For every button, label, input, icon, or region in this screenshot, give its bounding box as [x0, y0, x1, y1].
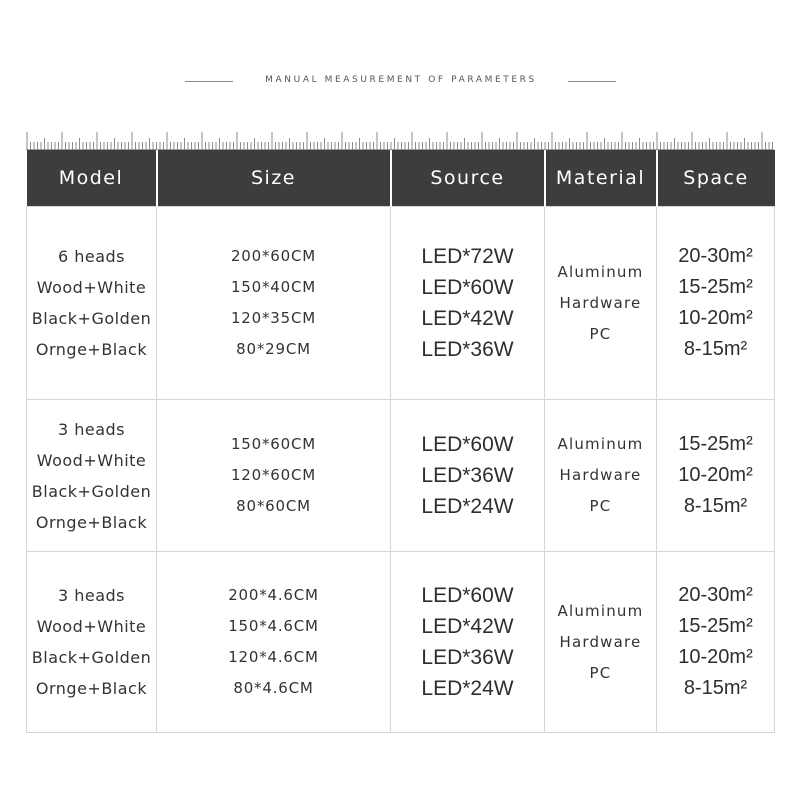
source-line: LED*72W — [421, 245, 514, 268]
material-line: Hardware — [559, 632, 642, 651]
model-line: Wood+White — [36, 450, 147, 470]
size-line: 120*35CM — [230, 309, 317, 327]
size-line: 200*4.6CM — [228, 586, 319, 604]
table-header-row — [27, 150, 775, 207]
column-header-model: Model — [27, 150, 157, 207]
source-line: LED*36W — [421, 464, 514, 487]
size-line: 150*40CM — [230, 278, 317, 296]
ruler-icon — [26, 126, 774, 150]
size-line: 80*29CM — [236, 340, 311, 358]
source-line: LED*36W — [421, 338, 514, 361]
source-line: LED*60W — [421, 433, 514, 456]
source-line: LED*60W — [421, 584, 514, 607]
space-line: 15-25m² — [678, 615, 753, 637]
space-line: 15-25m² — [678, 276, 753, 298]
material-line: Aluminum — [557, 601, 644, 620]
table-row — [27, 400, 775, 552]
size-cell — [157, 552, 391, 733]
source-line: LED*42W — [421, 615, 514, 638]
heading-title: MANUAL MEASUREMENT OF PARAMETERS — [265, 75, 537, 85]
column-header-size: Size — [157, 150, 391, 207]
space-cell — [657, 207, 775, 400]
space-line: 10-20m² — [678, 464, 753, 486]
size-line: 200*60CM — [230, 247, 317, 265]
source-line: LED*24W — [421, 495, 514, 518]
size-line: 80*4.6CM — [233, 679, 314, 697]
space-line: 8-15m² — [683, 338, 748, 360]
column-header-source: Source — [391, 150, 545, 207]
table-row — [27, 207, 775, 400]
model-cell — [27, 400, 157, 552]
heading-divider-left — [185, 81, 233, 82]
space-line: 20-30m² — [678, 584, 753, 606]
material-line: PC — [589, 497, 612, 515]
heading-divider-right — [568, 81, 616, 82]
material-line: Hardware — [559, 293, 642, 312]
column-header-material: Material — [545, 150, 657, 207]
material-line: PC — [589, 663, 612, 682]
model-line: 3 heads — [57, 586, 126, 605]
ruler-decoration — [26, 126, 774, 150]
model-line: 3 heads — [57, 419, 126, 439]
source-line: LED*24W — [421, 677, 514, 700]
model-line: Black+Golden — [31, 309, 152, 328]
source-line: LED*60W — [421, 276, 514, 299]
material-line: Hardware — [559, 466, 642, 484]
source-cell — [391, 400, 545, 552]
size-cell — [157, 400, 391, 552]
spec-table — [26, 150, 775, 733]
space-line: 15-25m² — [678, 433, 753, 455]
model-cell — [27, 552, 157, 733]
material-line: Aluminum — [557, 262, 644, 281]
space-line: 8-15m² — [683, 677, 748, 699]
material-line: PC — [589, 324, 612, 343]
material-cell — [545, 207, 657, 400]
model-line: Wood+White — [36, 278, 147, 297]
size-line: 150*60CM — [230, 435, 317, 453]
table-row — [27, 552, 775, 733]
section-heading — [0, 70, 800, 94]
size-line: 150*4.6CM — [228, 617, 319, 635]
material-line: Aluminum — [557, 435, 644, 453]
material-cell — [545, 552, 657, 733]
model-line: Black+Golden — [31, 648, 152, 667]
source-cell — [391, 552, 545, 733]
material-cell — [545, 400, 657, 552]
size-line: 80*60CM — [236, 497, 311, 515]
source-cell — [391, 207, 545, 400]
size-line: 120*60CM — [230, 466, 317, 484]
space-cell — [657, 400, 775, 552]
space-line: 10-20m² — [678, 646, 753, 668]
space-line: 20-30m² — [678, 245, 753, 267]
source-line: LED*42W — [421, 307, 514, 330]
model-line: Ornge+Black — [35, 340, 148, 359]
space-line: 8-15m² — [683, 495, 748, 517]
model-line: Ornge+Black — [35, 512, 148, 532]
model-line: Wood+White — [36, 617, 147, 636]
size-line: 120*4.6CM — [228, 648, 319, 666]
space-line: 10-20m² — [678, 307, 753, 329]
size-cell — [157, 207, 391, 400]
model-cell — [27, 207, 157, 400]
space-cell — [657, 552, 775, 733]
model-line: 6 heads — [57, 247, 126, 266]
model-line: Ornge+Black — [35, 679, 148, 698]
column-header-space: Space — [657, 150, 775, 207]
source-line: LED*36W — [421, 646, 514, 669]
model-line: Black+Golden — [31, 481, 152, 501]
